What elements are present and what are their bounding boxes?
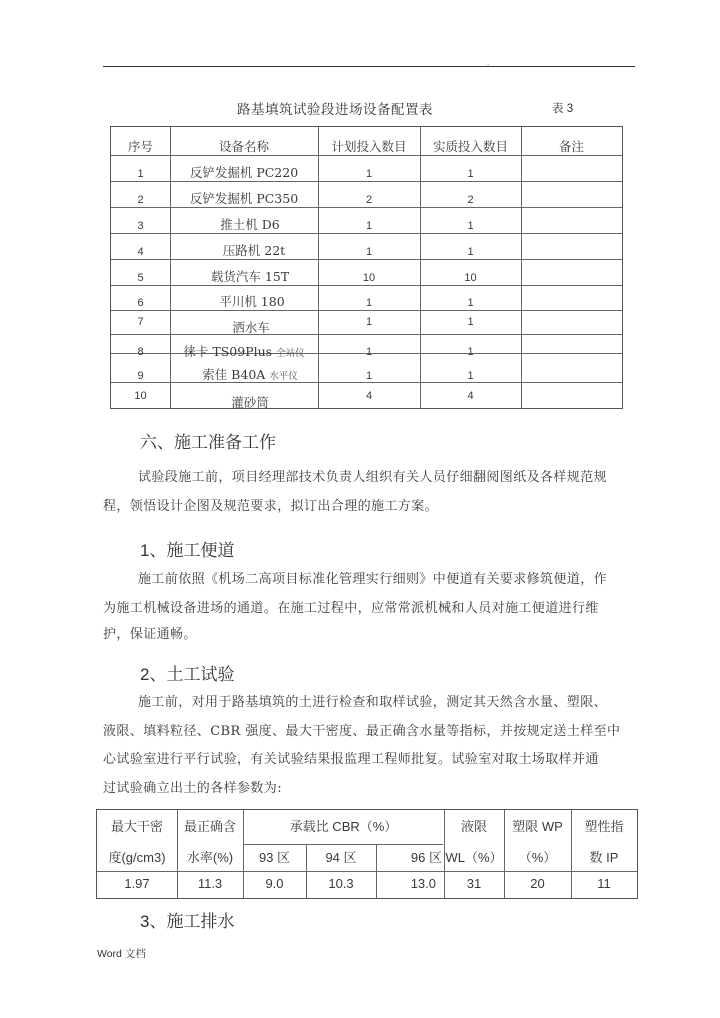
row-name-text: 平川机 180 <box>219 294 285 309</box>
row-name-suffix: 水平仪 <box>269 371 298 382</box>
row-actual: 1 <box>467 220 474 232</box>
row-name-suffix: 全站仪 <box>276 348 305 359</box>
header-cbr-93: 93 区 <box>258 850 291 865</box>
row-name-text: 压路机 22t <box>222 243 286 258</box>
row-planned: 1 <box>365 370 373 382</box>
row-planned: 1 <box>365 220 373 232</box>
row-actual: 4 <box>467 390 474 402</box>
row-actual: 10 <box>464 272 477 284</box>
paragraph-line: 施工前，对用于路基填筑的土进行检查和取样试验，测定其天然含水量、塑限、 <box>138 695 608 710</box>
value-cbr-96: 13.0 <box>410 876 436 891</box>
header-max-dry-density: 最大干密 <box>110 820 163 835</box>
paragraph-line: 心试验室进行平行试验，有关试验结果报监理工程师批复。试验室对取土场取样并通 <box>103 752 599 767</box>
row-no: 8 <box>137 346 144 358</box>
header-cbr-96: 96 区 <box>410 850 442 865</box>
row-name-text: 徕卡 TS09Plus <box>183 344 273 359</box>
column-header-planned: 计划投入数目 <box>331 139 407 154</box>
subsection-heading: 1、施工便道 <box>140 541 235 560</box>
row-no: 7 <box>137 316 144 328</box>
row-name <box>170 215 330 233</box>
table-divider <box>521 127 522 408</box>
row-planned: 1 <box>365 346 373 358</box>
header-plastic-limit: 塑限 WP <box>512 819 563 834</box>
row-name <box>170 189 318 207</box>
paragraph-line: 为施工机械设备进场的通道。在施工过程中，应常常派机械和人员对施工便道进行维 <box>103 601 599 616</box>
row-name-text: 反铲发掘机 PC350 <box>189 191 299 206</box>
value-liquid-limit: 31 <box>466 876 482 891</box>
row-name-text: 灌砂筒 <box>231 395 269 410</box>
paragraph-line: 过试验确立出土的各样参数为: <box>103 781 282 796</box>
value-cbr-94: 10.3 <box>328 876 354 891</box>
column-header-name: 设备名称 <box>218 139 269 154</box>
table-divider <box>111 259 622 260</box>
column-header-actual: 实质投入数目 <box>432 139 508 154</box>
row-name-text: 载货汽车 15T <box>210 269 290 284</box>
header-max-dry-density-unit: 度(g/cm3) <box>108 850 166 865</box>
row-name <box>170 318 332 336</box>
row-actual: 1 <box>467 246 474 258</box>
row-no: 10 <box>134 390 147 402</box>
row-no: 5 <box>137 272 144 284</box>
row-no: 9 <box>137 370 144 382</box>
row-planned: 1 <box>365 246 373 258</box>
value-plastic-limit: 20 <box>530 876 545 891</box>
row-actual: 1 <box>467 168 474 180</box>
row-planned: 10 <box>362 272 376 284</box>
value-max-dry-density: 1.97 <box>124 876 150 891</box>
paragraph-line: 程，领悟设计企图及规范要求，拟订出合理的施工方案。 <box>103 499 439 514</box>
header-optimum-moisture: 最正确含 <box>183 820 236 835</box>
row-no: 2 <box>137 194 144 206</box>
paragraph-line: 护，保证通畅。 <box>103 627 197 642</box>
header-liquid-limit-unit: WL（%） <box>445 850 503 865</box>
row-planned: 2 <box>365 194 373 206</box>
row-planned: 1 <box>365 297 373 309</box>
section-heading: 六、施工准备工作 <box>140 433 276 453</box>
row-name-text: 推土机 D6 <box>220 217 280 232</box>
value-cbr-93: 9.0 <box>265 876 284 891</box>
footer-label: Word 文档 <box>97 948 146 960</box>
paragraph-line: 液限、填料粒径、CBR 强度、最大干密度、最正确含水量等指标，并按规定送土样至中 <box>103 724 621 739</box>
row-no: 4 <box>137 246 144 258</box>
table-divider <box>111 181 622 182</box>
row-name <box>170 365 330 383</box>
row-actual: 1 <box>467 346 474 358</box>
row-actual: 1 <box>467 370 474 382</box>
equipment-table <box>110 126 623 409</box>
value-optimum-moisture: 11.3 <box>197 876 223 891</box>
column-header-no: 序号 <box>127 139 153 154</box>
row-planned: 1 <box>365 168 373 180</box>
row-name <box>170 163 318 181</box>
column-header-note: 备注 <box>558 139 584 154</box>
value-plasticity-index: 11 <box>597 876 611 891</box>
table-divider <box>111 207 622 208</box>
row-name <box>170 342 318 360</box>
row-name <box>170 267 330 285</box>
row-actual: 1 <box>467 297 474 309</box>
table1-label: 表 3 <box>552 103 574 115</box>
row-planned: 4 <box>365 390 373 402</box>
soil-parameters-table <box>96 809 638 899</box>
row-name-text: 反铲发掘机 PC220 <box>189 165 299 180</box>
table-divider <box>243 844 443 845</box>
table-divider <box>97 871 637 872</box>
header-plasticity-index-unit: 数 IP <box>589 850 619 865</box>
subsection-heading: 3、施工排水 <box>140 912 235 931</box>
table-divider <box>111 285 622 286</box>
row-no: 6 <box>137 297 144 309</box>
row-actual: 1 <box>467 316 474 328</box>
header-liquid-limit: 液限 <box>460 820 487 835</box>
paragraph-line: 施工前依照《机场二高项目标准化管理实行细则》中便道有关要求修筑便道，作 <box>138 572 608 587</box>
row-name-text: 索佳 B40A <box>202 367 266 382</box>
row-name <box>170 241 338 259</box>
table1-title: 路基填筑试验段进场设备配置表 <box>237 102 433 118</box>
row-planned: 1 <box>365 316 373 328</box>
table-divider <box>111 233 622 234</box>
page-header-rule <box>103 66 635 67</box>
header-mark: . <box>487 58 490 67</box>
subsection-heading: 2、土工试验 <box>140 665 235 684</box>
row-name <box>170 393 330 411</box>
row-no: 3 <box>137 220 144 232</box>
header-cbr: 承载比 CBR（%） <box>289 819 398 834</box>
row-name-text: 洒水车 <box>232 320 270 335</box>
header-cbr-94: 94 区 <box>325 850 357 865</box>
table-divider <box>111 155 622 156</box>
table-divider <box>111 310 622 311</box>
header-plastic-limit-unit: （%） <box>518 850 557 865</box>
row-actual: 2 <box>467 194 474 206</box>
row-name <box>170 292 334 310</box>
row-no: 1 <box>137 168 144 180</box>
header-optimum-moisture-unit: 水率(%) <box>186 850 234 865</box>
paragraph-line: 试验段施工前，项目经理部技术负责人组织有关人员仔细翻阅图纸及各样规范规 <box>138 470 608 485</box>
header-plasticity-index: 塑性指 <box>584 820 624 835</box>
